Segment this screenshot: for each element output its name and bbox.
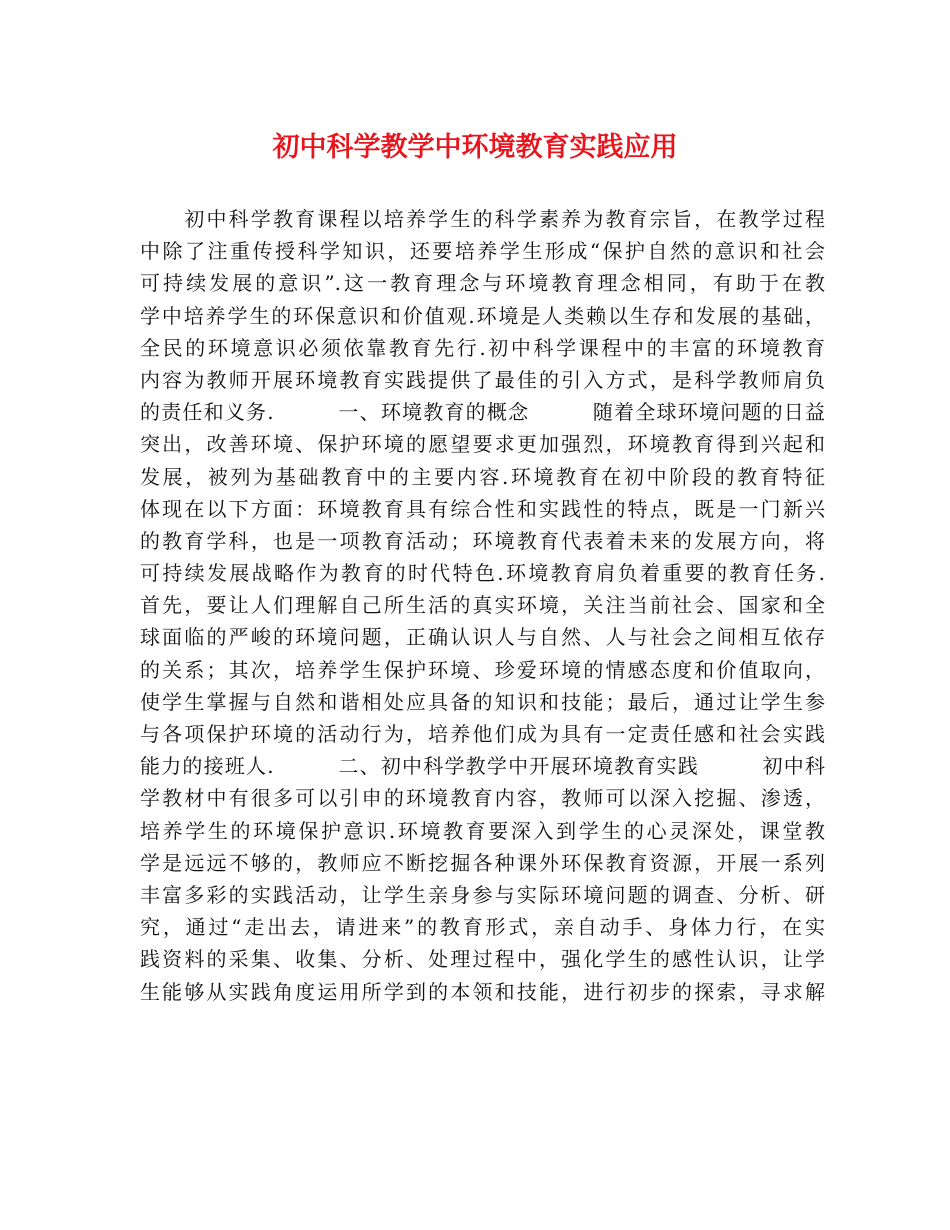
body-line: 可持续发展战略作为教育的时代特色.环境教育肩负着重要的教育任务.: [140, 561, 825, 586]
body-line: 可持续发展的意识”.这一教育理念与环境教育理念相同，有助于在教: [140, 271, 825, 296]
document-title: 初中科学教学中环境教育实践应用: [272, 132, 678, 163]
body-line: 内容为教师开展环境教育实践提供了最佳的引入方式，是科学教师肩负: [140, 367, 825, 392]
body-line: 初中科学教育课程以培养学生的科学素养为教育宗旨，在教学过程: [140, 207, 825, 231]
body-line: 中除了注重传授科学知识，还要培养学生形成“保护自然的意识和社会: [140, 239, 825, 264]
body-line: 能力的接班人. 二、初中科学教学中开展环境教育实践 初中科: [140, 754, 825, 779]
body-line: 发展，被列为基础教育中的主要内容.环境教育在初中阶段的教育特征: [140, 464, 825, 489]
body-line: 全民的环境意识必须依靠教育先行.初中科学课程中的丰富的环境教育: [140, 335, 825, 360]
body-line: 学教材中有很多可以引申的环境教育内容，教师可以深入挖掘、渗透，: [140, 786, 825, 811]
body-line: 学中培养学生的环保意识和价值观.环境是人类赖以生存和发展的基础，: [140, 303, 825, 328]
body-line: 生能够从实践角度运用所学到的本领和技能，进行初步的探索，寻求解: [140, 979, 825, 1004]
body-line: 与各项保护环境的活动行为，培养他们成为具有一定责任感和社会实践: [140, 722, 825, 746]
body-line: 的责任和义务. 一、环境教育的概念 随着全球环境问题的日益: [140, 400, 825, 425]
body-line: 突出，改善环境、保护环境的愿望要求更加强烈，环境教育得到兴起和: [140, 432, 825, 457]
body-line: 体现在以下方面：环境教育具有综合性和实践性的特点，既是一门新兴: [140, 496, 825, 521]
document-body: [140, 203, 825, 1008]
body-line: 丰富多彩的实践活动，让学生亲身参与实际环境问题的调查、分析、研: [140, 882, 825, 907]
body-line: 培养学生的环境保护意识.环境教育要深入到学生的心灵深处，课堂教: [140, 818, 825, 843]
body-line: 的教育学科，也是一项教育活动；环境教育代表着未来的发展方向，将: [140, 528, 825, 553]
body-line: 究，通过“走出去，请进来”的教育形式，亲自动手、身体力行，在实: [140, 915, 825, 940]
body-line: 践资料的采集、收集、分析、处理过程中，强化学生的感性认识，让学: [140, 947, 825, 972]
body-line: 学是远远不够的，教师应不断挖掘各种课外环保教育资源，开展一系列: [140, 850, 825, 875]
body-line: 首先，要让人们理解自己所生活的真实环境，关注当前社会、国家和全: [140, 593, 825, 618]
body-line: 球面临的严峻的环境问题，正确认识人与自然、人与社会之间相互依存: [140, 625, 825, 650]
body-line: 使学生掌握与自然和谐相处应具备的知识和技能；最后，通过让学生参: [140, 689, 825, 714]
body-line: 的关系；其次，培养学生保护环境、珍爱环境的情感态度和价值取向，: [140, 657, 825, 682]
